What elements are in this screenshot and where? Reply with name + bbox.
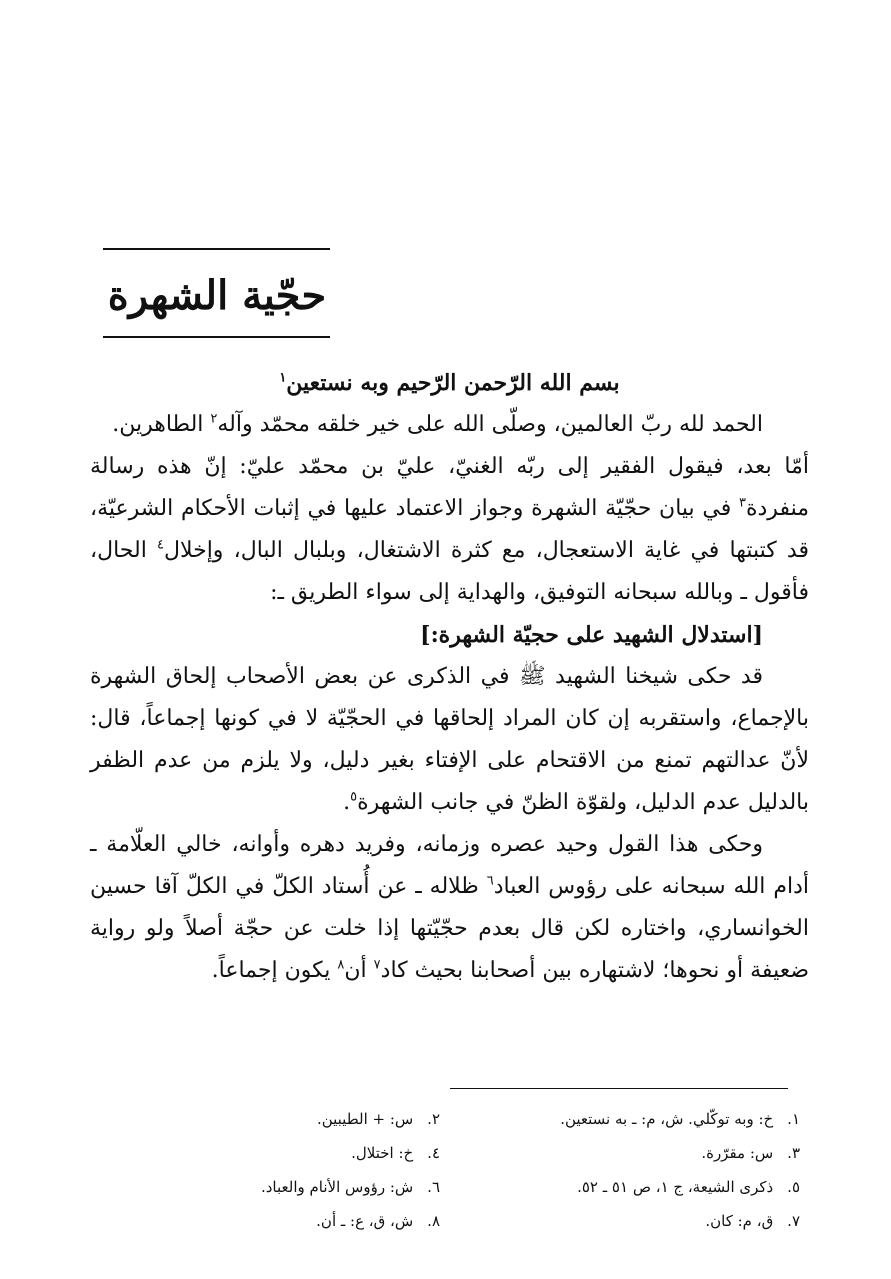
- body-text: [90, 362, 809, 992]
- footnote: [480, 1142, 800, 1164]
- paragraph-text: الطاهرين.: [112, 412, 211, 437]
- footnote-ref: ٥: [350, 789, 358, 805]
- footnote-number: ٢.: [427, 1110, 440, 1128]
- paragraph-text: وحكى هذا القول وحيد عصره وزمانه، وفريد دهره وأوانه، خالي العلّامة ـ أدام الله سبحانه على رؤوس العباد: [90, 832, 809, 899]
- paragraph-text: أن: [344, 958, 374, 983]
- footnote: [480, 1108, 800, 1130]
- paragraph: [90, 404, 809, 446]
- footnote-text: ق، م: كان.: [705, 1212, 774, 1230]
- footnotes: [120, 1108, 800, 1232]
- footnote-number: ٨.: [427, 1212, 440, 1230]
- footnote-number: ٥.: [787, 1178, 800, 1196]
- footnote-number: ٦.: [427, 1178, 440, 1196]
- footnote-ref: ١: [279, 370, 287, 386]
- page-title: حجّية الشهرة: [107, 272, 327, 319]
- paragraph-text: .: [343, 790, 351, 815]
- footnote-text: خ: وبه توكّلي. ش، م: ـ به نستعين.: [560, 1110, 774, 1128]
- footnote: [120, 1176, 440, 1198]
- paragraph: [90, 446, 809, 614]
- paragraph: [90, 656, 809, 824]
- footnote-ref: ٣: [739, 495, 746, 511]
- footnote-separator: [450, 1088, 788, 1089]
- paragraph-text: في بيان حجّيّة الشهرة وجواز الاعتماد عليها في إثبات الأحكام الشرعيّة، قد كتبتها في غاية الاستعجال، مع كثرة الاشتغال، وبلبال البال، وإخلال: [90, 496, 809, 563]
- paragraph: [90, 824, 809, 992]
- paragraph-text: الحال، فأقول ـ وبالله سبحانه التوفيق، والهداية إلى سواء الطريق ـ:: [90, 538, 809, 605]
- footnote-text: س: مقرّرة.: [701, 1144, 774, 1162]
- footnote-text: ذكرى الشيعة، ج ١، ص ٥١ ـ ٥٢.: [577, 1178, 774, 1196]
- paragraph-text: ظلاله ـ عن أُستاد الكلّ في الكلّ آقا حسين الخوانساري، واختاره لكن قال بعدم حجّيّتها إذا خلت عن حجّة أصلاً ولو رواية ضعيفة أو نحوها؛ لاشتهاره بين أصحابنا بحيث كاد: [90, 874, 809, 983]
- footnote-ref: ٨: [337, 957, 345, 973]
- basmala-text: بسم الله الرّحمن الرّحيم وبه نستعين: [286, 370, 620, 396]
- footnote: [120, 1108, 440, 1130]
- footnote-ref: ٧: [373, 957, 381, 973]
- footnote: [120, 1142, 440, 1164]
- basmala: [90, 362, 809, 404]
- footnote-text: ش، ق، ع: ـ أن.: [316, 1212, 414, 1230]
- footnote: [120, 1210, 440, 1232]
- footnote: [480, 1210, 800, 1232]
- footnote-text: س: + الطيبين.: [316, 1110, 414, 1128]
- footnote-text: ش: رؤوس الأنام والعباد.: [260, 1178, 414, 1196]
- paragraph-text: يكون إجماعاً.: [211, 958, 338, 983]
- section-heading: [استدلال الشهيد على حجيّة الشهرة:]: [420, 622, 763, 648]
- footnote-ref: ٢: [210, 411, 218, 427]
- title-rule-top: [103, 248, 330, 250]
- footnote: [480, 1176, 800, 1198]
- footnote-ref: ٤: [157, 537, 164, 553]
- footnote-text: خ: اختلال.: [351, 1144, 414, 1162]
- footnote-number: ٧.: [787, 1212, 800, 1230]
- footnote-ref: ٦: [486, 873, 494, 889]
- title-rule-bottom: [103, 336, 330, 338]
- footnote-number: ١.: [787, 1110, 800, 1128]
- footnote-number: ٤.: [427, 1144, 440, 1162]
- paragraph-text: أمّا بعد، فيقول الفقير إلى ربّه الغنيّ، عليّ بن محمّد عليّ: إنّ هذه رسالة منفردة: [90, 454, 809, 521]
- footnote-number: ٣.: [787, 1144, 800, 1162]
- paragraph-text: الحمد لله ربّ العالمين، وصلّى الله على خير خلقه محمّد وآله: [217, 412, 763, 437]
- paragraph-text: قد حكى شيخنا الشهيد ﷺ في الذكرى عن بعض الأصحاب إلحاق الشهرة بالإجماع، واستقربه إن كان المراد إلحاقها في الحجّيّة لا في كونها إجماعاً، قال: لأنّ عدالتهم تمنع من الاقتحام على الإفتاء بغير دليل، ولا يلزم من عدم الظفر بالدليل عدم الدليل، ولقوّة الظنّ في جانب الشهرة: [90, 664, 809, 815]
